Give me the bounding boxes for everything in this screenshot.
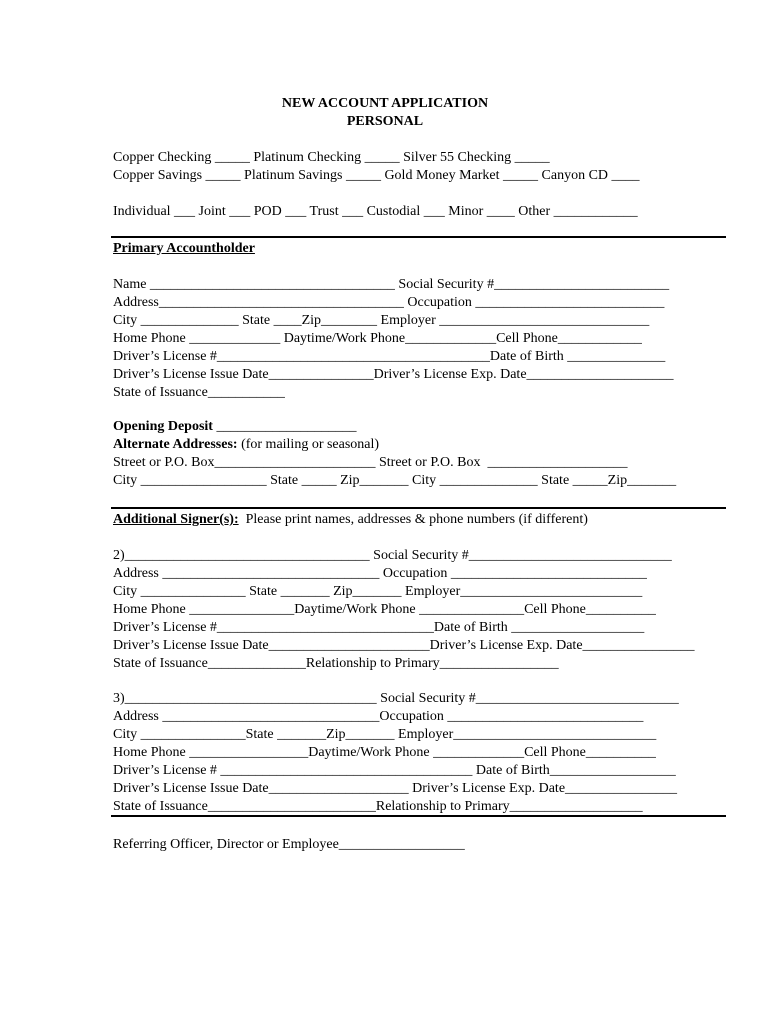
additional-signers-note: Please print names, addresses & phone numbers (if different) xyxy=(238,512,588,527)
primary-license-dates-line[interactable]: Driver’s License Issue Date_______________Driver’s License Exp. Date_____________________ xyxy=(113,367,674,382)
alternate-addresses-line xyxy=(113,436,379,453)
signer2-address-line[interactable]: Address _______________________________ Occupation ____________________________ xyxy=(113,566,647,581)
ownership-type-row[interactable]: Individual ___ Joint ___ POD ___ Trust ___ Custodial ___ Minor ____ Other ____________ xyxy=(113,204,638,219)
signer2-phone-line[interactable]: Home Phone _______________Daytime/Work Phone _______________Cell Phone__________ xyxy=(113,602,656,617)
form-subtitle: PERSONAL xyxy=(346,114,424,129)
section-divider xyxy=(111,236,726,238)
signer2-license-dates-line[interactable]: Driver’s License Issue Date_______________________Driver’s License Exp. Date________________ xyxy=(113,638,695,653)
signer2-license-line[interactable]: Driver’s License #_______________________________Date of Birth ___________________ xyxy=(113,620,645,635)
primary-phone-line[interactable]: Home Phone _____________ Daytime/Work Phone_____________Cell Phone____________ xyxy=(113,331,642,346)
signer3-state-issuance-line[interactable]: State of Issuance________________________Relationship to Primary___________________ xyxy=(113,799,643,814)
signer2-city-line[interactable]: City _______________ State _______ Zip_______ Employer__________________________ xyxy=(113,584,643,599)
opening-deposit-blank[interactable]: ____________________ xyxy=(212,419,357,434)
primary-address-line[interactable]: Address___________________________________ Occupation ___________________________ xyxy=(113,295,665,310)
signer3-address-line[interactable]: Address _______________________________Occupation ____________________________ xyxy=(113,709,644,724)
primary-name-line[interactable]: Name ___________________________________ Social Security #_________________________ xyxy=(113,277,670,292)
primary-city-line[interactable]: City ______________ State ____Zip________ Employer ______________________________ xyxy=(113,313,650,328)
signer3-name-line[interactable]: 3)____________________________________ Social Security #_____________________________ xyxy=(113,691,679,706)
opening-deposit-label: Opening Deposit xyxy=(113,419,213,434)
signer2-name-line[interactable]: 2)___________________________________ Social Security #_____________________________ xyxy=(113,548,672,563)
signer2-state-issuance-line[interactable]: State of Issuance______________Relationship to Primary_________________ xyxy=(113,656,559,671)
form-title: NEW ACCOUNT APPLICATION xyxy=(281,96,489,111)
signer3-city-line[interactable]: City _______________State _______Zip_______ Employer_____________________________ xyxy=(113,727,657,742)
opening-deposit-line[interactable] xyxy=(113,418,356,435)
primary-license-line[interactable]: Driver’s License #_______________________________________Date of Birth ______________ xyxy=(113,349,666,364)
referring-officer-line[interactable]: Referring Officer, Director or Employee__________________ xyxy=(113,837,465,852)
alternate-addresses-label: Alternate Addresses: xyxy=(113,437,238,452)
section-divider xyxy=(111,815,726,817)
account-type-row-2[interactable]: Copper Savings _____ Platinum Savings _____ Gold Money Market _____ Canyon CD ____ xyxy=(113,168,640,183)
primary-state-issuance-line[interactable]: State of Issuance___________ xyxy=(113,385,285,400)
additional-signers-heading-line xyxy=(113,511,588,528)
account-type-row-1[interactable]: Copper Checking _____ Platinum Checking _____ Silver 55 Checking _____ xyxy=(113,150,550,165)
signer3-license-dates-line[interactable]: Driver’s License Issue Date____________________ Driver’s License Exp. Date________________ xyxy=(113,781,678,796)
alternate-street-line[interactable]: Street or P.O. Box_______________________ Street or P.O. Box ____________________ xyxy=(113,455,628,470)
signer3-license-line[interactable]: Driver’s License # ____________________________________ Date of Birth__________________ xyxy=(113,763,676,778)
section-divider xyxy=(111,507,726,509)
alternate-city-line[interactable]: City __________________ State _____ Zip_______ City ______________ State _____Zip_______ xyxy=(113,473,677,488)
alternate-addresses-note: (for mailing or seasonal) xyxy=(237,437,380,452)
additional-signers-heading: Additional Signer(s): xyxy=(113,512,239,527)
primary-accountholder-heading: Primary Accountholder xyxy=(113,241,255,256)
signer3-phone-line[interactable]: Home Phone _________________Daytime/Work Phone _____________Cell Phone__________ xyxy=(113,745,656,760)
